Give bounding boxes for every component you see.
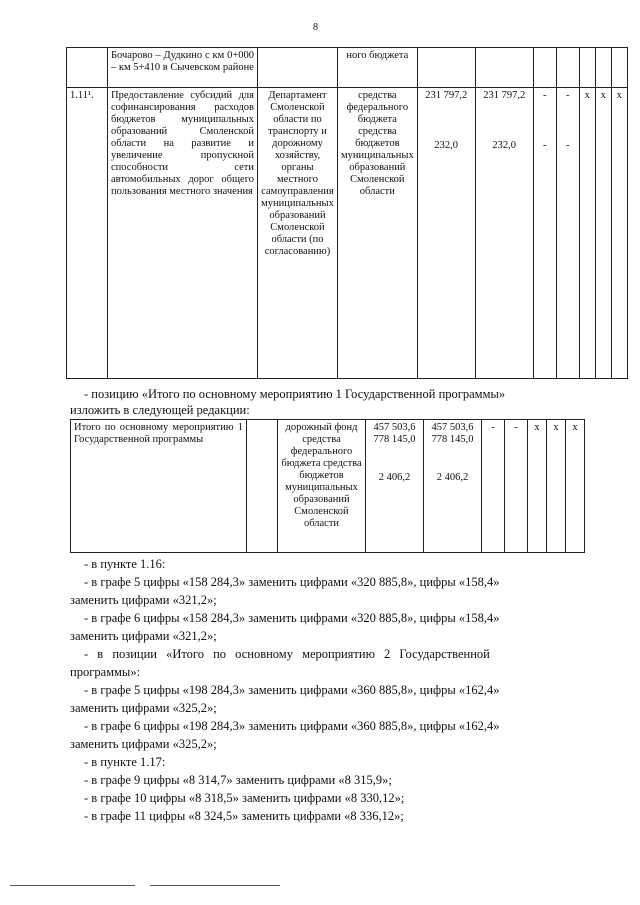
paragraph: - в графе 5 цифры «198 284,3» заменить цифрами «360 885,8», цифры «162,4»: [84, 683, 500, 697]
value: 457 503,6: [431, 422, 474, 433]
paragraph: заменить цифрами «321,2»;: [70, 629, 217, 643]
table-row: [71, 420, 585, 553]
paragraph: - в графе 5 цифры «158 284,3» заменить цифрами «320 885,8», цифры «158,4»: [84, 575, 500, 589]
cell-name: Предоставление субсидий для софинансирования расходов бюджетов муниципальных образований Смоленской области на развитие и увеличение пропускной способности сети автомобильных дорог общего пользования местного значения: [108, 88, 258, 379]
cell-executor: Департамент Смоленской области по транспорту и дорожному хозяйству, органы местного самоуправления муниципальных образований Смоленской области (по согласованию): [258, 88, 338, 379]
cell-col7: - -: [533, 88, 556, 379]
value: 778 145,0: [431, 434, 474, 445]
paragraph: - в графе 9 цифры «8 314,7» заменить цифрами «8 315,9»;: [84, 773, 392, 787]
cell-col6: [424, 420, 482, 553]
footer-rule: [10, 885, 135, 886]
program-total-table: [70, 419, 585, 553]
cell-col10: x: [547, 420, 566, 553]
paragraph: - в позиции «Итого по основному мероприятию 2 Государственной: [84, 647, 490, 661]
cell-col9: x: [579, 88, 595, 379]
cell-name: Бочарово – Дудкино с км 0+000 – км 5+410 в Сычевском районе: [108, 48, 258, 88]
cell-source: ного бюджета: [338, 48, 418, 88]
value: 232,0: [434, 140, 458, 151]
value: 2 406,2: [436, 472, 469, 483]
paragraph: - в пункте 1.16:: [84, 557, 166, 571]
paragraph: - в графе 11 цифры «8 324,5» заменить цифрами «8 336,12»;: [84, 809, 404, 823]
cell-source: дорожный фонд средства федерального бюджета средства бюджетов муниципальных образований Смоленской области: [278, 420, 366, 553]
paragraph: изложить в следующей редакции:: [70, 403, 250, 417]
cell-col11: x: [566, 420, 585, 553]
value: 231 797,2: [483, 90, 526, 101]
cell-col5: [366, 420, 424, 553]
cell-executor: [247, 420, 278, 553]
cell-col6: [475, 88, 533, 379]
paragraph: заменить цифрами «321,2»;: [70, 593, 217, 607]
paragraph: заменить цифрами «325,2»;: [70, 701, 217, 715]
program-table-continuation: [66, 47, 628, 379]
paragraph: - в графе 6 цифры «158 284,3» заменить цифрами «320 885,8», цифры «158,4»: [84, 611, 500, 625]
cell-col8: -: [505, 420, 528, 553]
paragraph: заменить цифрами «325,2»;: [70, 737, 217, 751]
paragraph: - в пункте 1.17:: [84, 755, 166, 769]
cell-col9: x: [528, 420, 547, 553]
table-row: [67, 88, 628, 379]
value: 231 797,2: [425, 90, 468, 101]
cell-executor: [258, 48, 338, 88]
value: 2 406,2: [378, 472, 411, 483]
cell-col5: [417, 88, 475, 379]
cell-name: Итого по основному мероприятию 1 Государственной программы: [71, 420, 247, 553]
cell-col11: x: [611, 88, 627, 379]
value: 457 503,6: [373, 422, 416, 433]
cell-source: средства федерального бюджета средства бюджетов муниципальных образований Смоленской области: [338, 88, 418, 379]
paragraph: - в графе 6 цифры «198 284,3» заменить цифрами «360 885,8», цифры «162,4»: [84, 719, 500, 733]
cell-col7: -: [482, 420, 505, 553]
table-row: [67, 48, 628, 88]
paragraph: - в графе 10 цифры «8 318,5» заменить цифрами «8 330,12»;: [84, 791, 405, 805]
value: 232,0: [492, 140, 516, 151]
cell-num: 1.11¹.: [67, 88, 108, 379]
paragraph: - позицию «Итого по основному мероприятию 1 Государственной программы»: [84, 387, 506, 401]
footer-rule: [150, 885, 280, 886]
page-number: 8: [313, 22, 318, 33]
cell-num: [67, 48, 108, 88]
cell-col8: - -: [556, 88, 579, 379]
value: 778 145,0: [373, 434, 416, 445]
paragraph: программы»:: [70, 665, 141, 679]
cell-col10: x: [595, 88, 611, 379]
